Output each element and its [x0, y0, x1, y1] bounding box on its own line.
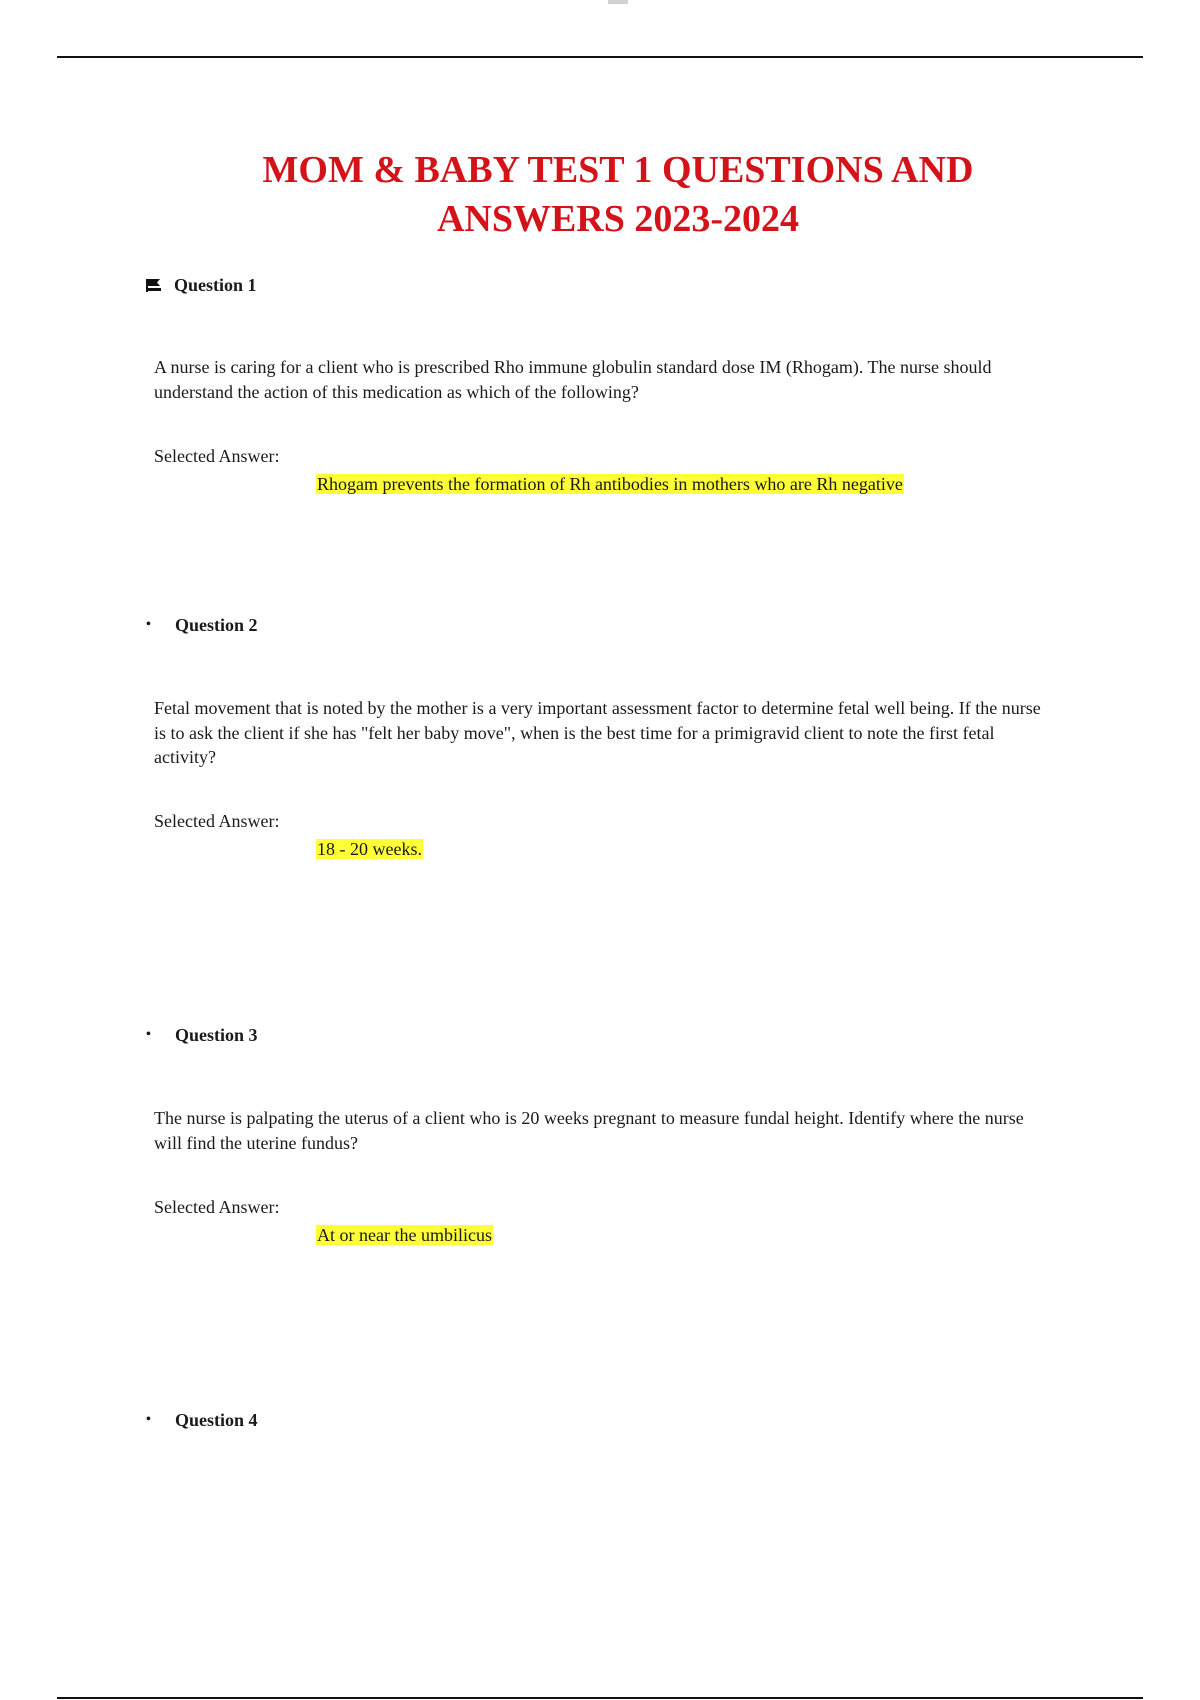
question-3-heading [146, 1024, 258, 1046]
bullet-icon: • [146, 1027, 151, 1042]
question-1-selected-answer [316, 473, 904, 495]
question-2-label: Question 2 [175, 615, 258, 635]
question-1-label: Question 1 [174, 275, 257, 295]
flag-icon [146, 278, 174, 292]
bullet-icon: • [146, 1412, 151, 1427]
bullet-icon: • [146, 617, 151, 632]
question-2-answer-highlight: 18 - 20 weeks. [317, 839, 422, 859]
footer-rule [57, 1697, 1143, 1699]
question-3-selected-answer [316, 1224, 493, 1246]
page-top-tab [608, 0, 628, 4]
document-title-line-2: ANSWERS 2023-2024 [436, 198, 800, 240]
question-3-selected-answer-label: Selected Answer: [154, 1197, 280, 1217]
question-4-label: Question 4 [175, 1410, 258, 1430]
question-2-heading [146, 614, 258, 636]
question-3-text: The nurse is palpating the uterus of a client who is 20 weeks pregnant to measure fundal height. Identify where the nurse will find the uterine fundus? [154, 1108, 1024, 1153]
question-2-selected-answer [316, 838, 423, 860]
question-2-text: Fetal movement that is noted by the mother is a very important assessment factor to determine fetal well being. If the nurse is to ask the client if she has "felt her baby move", when is the best time for a primigravid client to note the first fetal activity? [154, 698, 1041, 767]
question-1-answer-highlight: Rhogam prevents the formation of Rh antibodies in mothers who are Rh negative [317, 474, 903, 494]
question-3-label: Question 3 [175, 1025, 258, 1045]
header-rule [57, 56, 1143, 58]
question-2-selected-answer-label: Selected Answer: [154, 811, 280, 831]
question-1-text: A nurse is caring for a client who is prescribed Rho immune globulin standard dose IM (Rhogam). The nurse should understand the action of this medication as which of the following? [154, 357, 992, 402]
document-title [0, 146, 1200, 244]
question-4-heading [146, 1409, 258, 1431]
document-title-line-1: MOM & BABY TEST 1 QUESTIONS AND [262, 149, 974, 191]
question-1-heading [146, 274, 257, 296]
question-3-answer-highlight: At or near the umbilicus [317, 1225, 492, 1245]
question-1-selected-answer-label: Selected Answer: [154, 446, 280, 466]
